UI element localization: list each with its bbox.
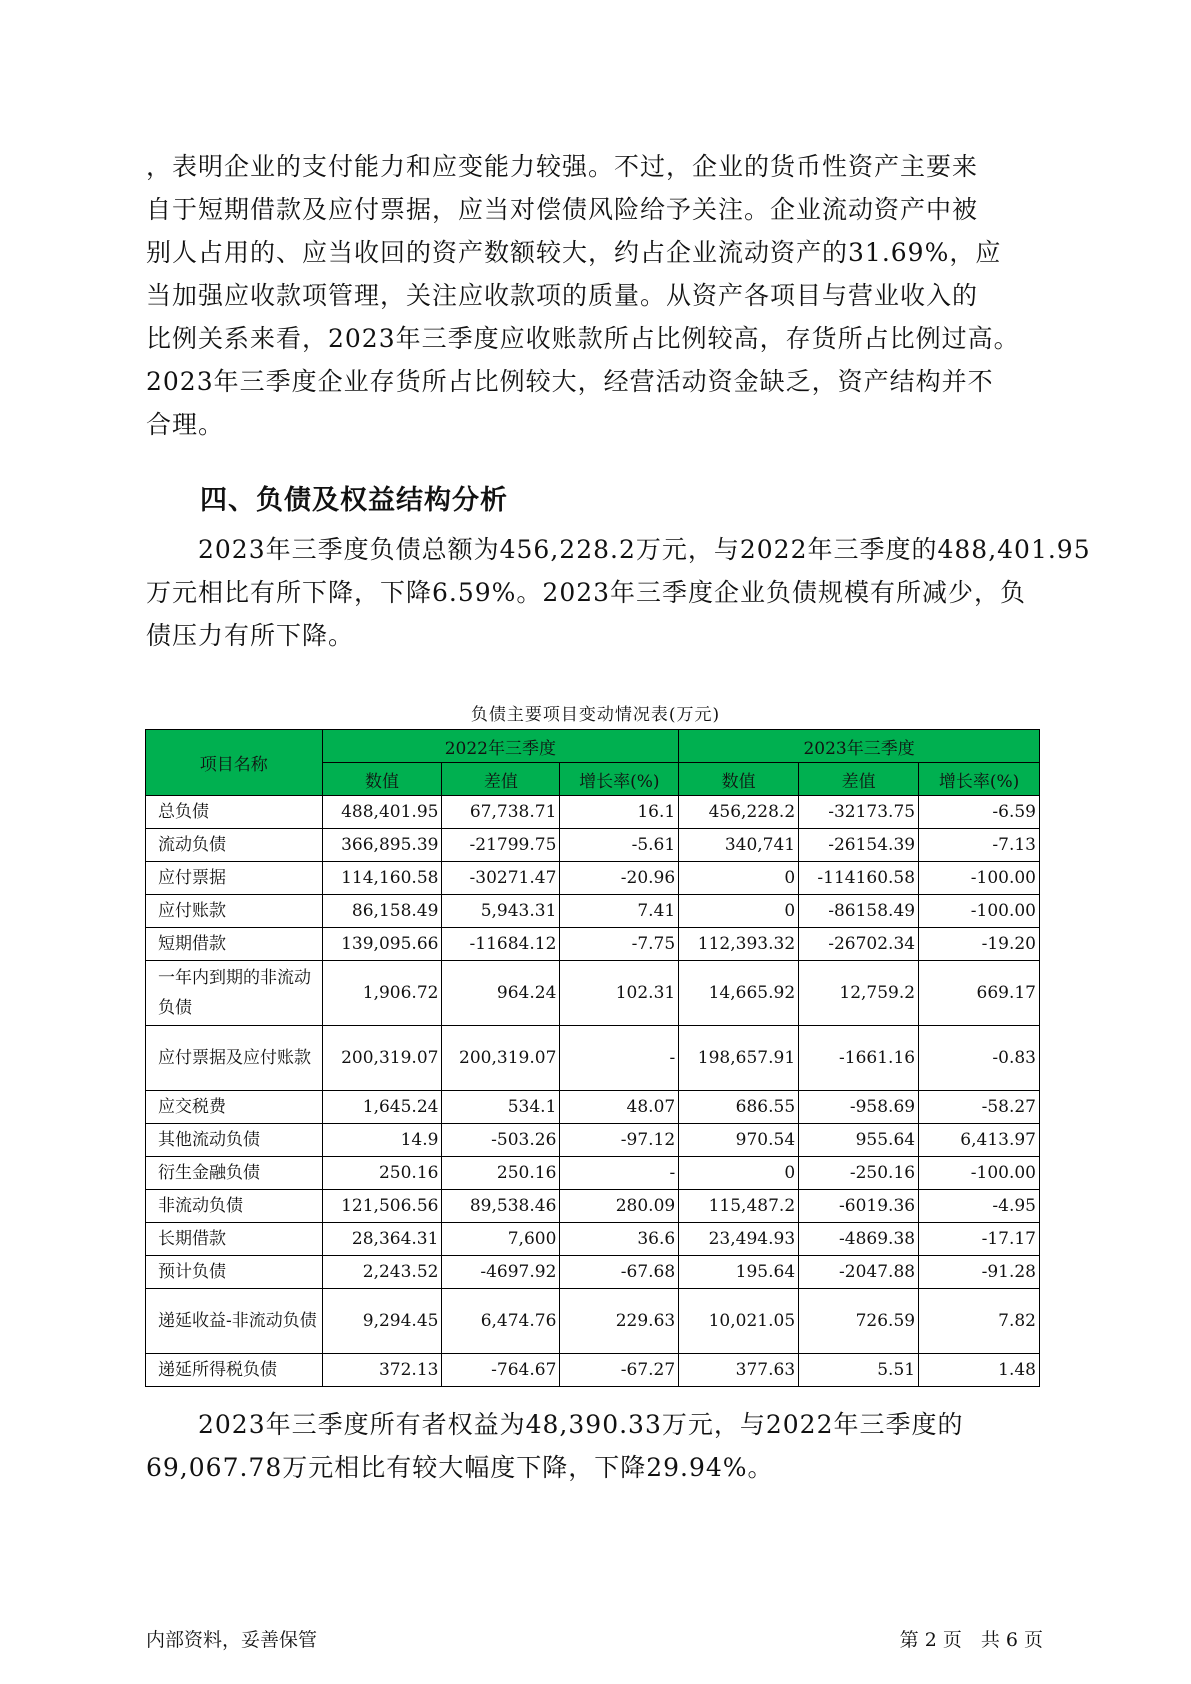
row-label: 应交税费 [146, 1091, 323, 1124]
cell-d1: 200,319.07 [442, 1026, 560, 1091]
text-line: 2023年三季度企业存货所占比例较大，经营活动资金缺乏，资产结构并不 [146, 367, 994, 396]
equity-paragraph [146, 1403, 1046, 1489]
cell-r2: -100.00 [919, 1157, 1040, 1190]
row-label: 衍生金融负债 [146, 1157, 323, 1190]
table-row [146, 928, 1040, 961]
text-line: 69,067.78万元相比有较大幅度下降，下降29.94%。 [146, 1453, 774, 1482]
cell-v1: 372.13 [322, 1354, 442, 1387]
row-label: 流动负债 [146, 829, 323, 862]
cell-v1: 250.16 [322, 1157, 442, 1190]
text-line: 债压力有所下降。 [146, 621, 355, 650]
table-row [146, 1026, 1040, 1091]
row-label: 应付账款 [146, 895, 323, 928]
cell-r1: - [560, 1026, 679, 1091]
cell-d2: -86158.49 [799, 895, 919, 928]
cell-r1: -67.27 [560, 1354, 679, 1387]
cell-d2: 12,759.2 [799, 961, 919, 1026]
cell-v2: 377.63 [679, 1354, 799, 1387]
cell-v1: 86,158.49 [322, 895, 442, 928]
cell-d2: 5.51 [799, 1354, 919, 1387]
column-header-value: 数值 [322, 763, 442, 796]
cell-v2: 14,665.92 [679, 961, 799, 1026]
table-row [146, 1256, 1040, 1289]
text-line: ，表明企业的支付能力和应变能力较强。不过，企业的货币性资产主要来 [146, 152, 979, 181]
row-label: 应付票据及应付账款 [146, 1026, 323, 1091]
row-label: 递延收益-非流动负债 [146, 1289, 323, 1354]
cell-d1: -11684.12 [442, 928, 560, 961]
cell-r1: 48.07 [560, 1091, 679, 1124]
cell-d2: -250.16 [799, 1157, 919, 1190]
row-label: 长期借款 [146, 1223, 323, 1256]
cell-d1: -4697.92 [442, 1256, 560, 1289]
cell-v2: 10,021.05 [679, 1289, 799, 1354]
cell-d1: 5,943.31 [442, 895, 560, 928]
cell-v2: 0 [679, 895, 799, 928]
cell-v2: 970.54 [679, 1124, 799, 1157]
cell-v2: 195.64 [679, 1256, 799, 1289]
cell-r2: -0.83 [919, 1026, 1040, 1091]
cell-d2: 726.59 [799, 1289, 919, 1354]
cell-r2: -6.59 [919, 796, 1040, 829]
cell-d2: -6019.36 [799, 1190, 919, 1223]
cell-r2: -91.28 [919, 1256, 1040, 1289]
cell-v1: 488,401.95 [322, 796, 442, 829]
table-body [146, 796, 1040, 1387]
cell-v2: 0 [679, 862, 799, 895]
row-label: 预计负债 [146, 1256, 323, 1289]
cell-r2: 669.17 [919, 961, 1040, 1026]
cell-d2: -114160.58 [799, 862, 919, 895]
table-row [146, 961, 1040, 1026]
cell-d2: -4869.38 [799, 1223, 919, 1256]
table-row [146, 1124, 1040, 1157]
footer-page-number: 第 2 页 共 6 页 [899, 1629, 1043, 1651]
row-label: 总负债 [146, 796, 323, 829]
column-header-value: 数值 [679, 763, 799, 796]
cell-r1: 229.63 [560, 1289, 679, 1354]
text-line: 万元相比有所下降，下降6.59%。2023年三季度企业负债规模有所减少，负 [146, 578, 1027, 607]
table-row [146, 1289, 1040, 1354]
cell-v2: 112,393.32 [679, 928, 799, 961]
text-line: 比例关系来看，2023年三季度应收账款所占比例较高，存货所占比例过高。 [146, 324, 1020, 353]
cell-d2: -958.69 [799, 1091, 919, 1124]
cell-d2: -32173.75 [799, 796, 919, 829]
column-header-diff: 差值 [799, 763, 919, 796]
cell-v1: 121,506.56 [322, 1190, 442, 1223]
cell-d1: 7,600 [442, 1223, 560, 1256]
cell-v1: 366,895.39 [322, 829, 442, 862]
cell-v2: 0 [679, 1157, 799, 1190]
table-row [146, 1223, 1040, 1256]
cell-d1: 534.1 [442, 1091, 560, 1124]
cell-v2: 456,228.2 [679, 796, 799, 829]
table-row [146, 829, 1040, 862]
row-label: 非流动负债 [146, 1190, 323, 1223]
row-label: 递延所得税负债 [146, 1354, 323, 1387]
cell-r1: -7.75 [560, 928, 679, 961]
column-header-rate: 增长率(%) [560, 763, 679, 796]
cell-v2: 686.55 [679, 1091, 799, 1124]
cell-r2: -58.27 [919, 1091, 1040, 1124]
text-line: 合理。 [146, 410, 225, 439]
column-header-diff: 差值 [442, 763, 560, 796]
cell-v1: 1,645.24 [322, 1091, 442, 1124]
cell-d1: -30271.47 [442, 862, 560, 895]
cell-r1: -97.12 [560, 1124, 679, 1157]
cell-d1: -764.67 [442, 1354, 560, 1387]
row-label: 一年内到期的非流动负债 [146, 961, 323, 1026]
intro-paragraph [146, 145, 1046, 446]
cell-r2: -100.00 [919, 862, 1040, 895]
cell-d1: 964.24 [442, 961, 560, 1026]
section-heading: 四、负债及权益结构分析 [200, 485, 508, 516]
cell-r2: -19.20 [919, 928, 1040, 961]
cell-r1: - [560, 1157, 679, 1190]
cell-v1: 9,294.45 [322, 1289, 442, 1354]
table-row [146, 1190, 1040, 1223]
row-label: 短期借款 [146, 928, 323, 961]
cell-v2: 115,487.2 [679, 1190, 799, 1223]
cell-r1: -5.61 [560, 829, 679, 862]
cell-v2: 198,657.91 [679, 1026, 799, 1091]
row-label: 应付票据 [146, 862, 323, 895]
cell-r1: -67.68 [560, 1256, 679, 1289]
text-line: 2023年三季度所有者权益为48,390.33万元，与2022年三季度的 [146, 1410, 964, 1439]
text-line: 2023年三季度负债总额为456,228.2万元，与2022年三季度的488,401.95 [146, 535, 1091, 564]
cell-v1: 139,095.66 [322, 928, 442, 961]
cell-r2: -17.17 [919, 1223, 1040, 1256]
table-row [146, 1157, 1040, 1190]
cell-d2: -1661.16 [799, 1026, 919, 1091]
cell-v2: 340,741 [679, 829, 799, 862]
cell-r2: 6,413.97 [919, 1124, 1040, 1157]
cell-r2: -4.95 [919, 1190, 1040, 1223]
cell-v1: 200,319.07 [322, 1026, 442, 1091]
liability-table [145, 729, 1040, 1387]
cell-r1: 280.09 [560, 1190, 679, 1223]
column-header-name: 项目名称 [146, 730, 323, 796]
column-header-rate: 增长率(%) [919, 763, 1040, 796]
cell-d1: -21799.75 [442, 829, 560, 862]
cell-r1: 36.6 [560, 1223, 679, 1256]
cell-r2: 7.82 [919, 1289, 1040, 1354]
cell-d2: 955.64 [799, 1124, 919, 1157]
cell-d1: 250.16 [442, 1157, 560, 1190]
liability-paragraph [146, 528, 1091, 657]
cell-v1: 114,160.58 [322, 862, 442, 895]
cell-r1: -20.96 [560, 862, 679, 895]
cell-d1: 89,538.46 [442, 1190, 560, 1223]
cell-d2: -2047.88 [799, 1256, 919, 1289]
cell-r2: -100.00 [919, 895, 1040, 928]
table-row [146, 796, 1040, 829]
cell-d2: -26702.34 [799, 928, 919, 961]
cell-r2: -7.13 [919, 829, 1040, 862]
group-header-2022: 2022年三季度 [322, 730, 679, 763]
table-row [146, 1091, 1040, 1124]
cell-v1: 1,906.72 [322, 961, 442, 1026]
text-line: 当加强应收款项管理，关注应收款项的质量。从资产各项目与营业收入的 [146, 281, 979, 310]
cell-v1: 28,364.31 [322, 1223, 442, 1256]
text-line: 别人占用的、应当收回的资产数额较大，约占企业流动资产的31.69%，应 [146, 238, 1002, 267]
cell-v2: 23,494.93 [679, 1223, 799, 1256]
cell-r2: 1.48 [919, 1354, 1040, 1387]
group-header-2023: 2023年三季度 [679, 730, 1040, 763]
table-caption: 负债主要项目变动情况表(万元) [470, 705, 721, 725]
cell-d1: 67,738.71 [442, 796, 560, 829]
cell-v1: 14.9 [322, 1124, 442, 1157]
table-row [146, 862, 1040, 895]
cell-r1: 102.31 [560, 961, 679, 1026]
cell-r1: 16.1 [560, 796, 679, 829]
cell-d1: 6,474.76 [442, 1289, 560, 1354]
cell-d2: -26154.39 [799, 829, 919, 862]
text-line: 自于短期借款及应付票据，应当对偿债风险给予关注。企业流动资产中被 [146, 195, 979, 224]
cell-r1: 7.41 [560, 895, 679, 928]
cell-v1: 2,243.52 [322, 1256, 442, 1289]
table-row [146, 1354, 1040, 1387]
cell-d1: -503.26 [442, 1124, 560, 1157]
table-row [146, 895, 1040, 928]
footer-confidential-note: 内部资料，妥善保管 [146, 1629, 318, 1651]
row-label: 其他流动负债 [146, 1124, 323, 1157]
